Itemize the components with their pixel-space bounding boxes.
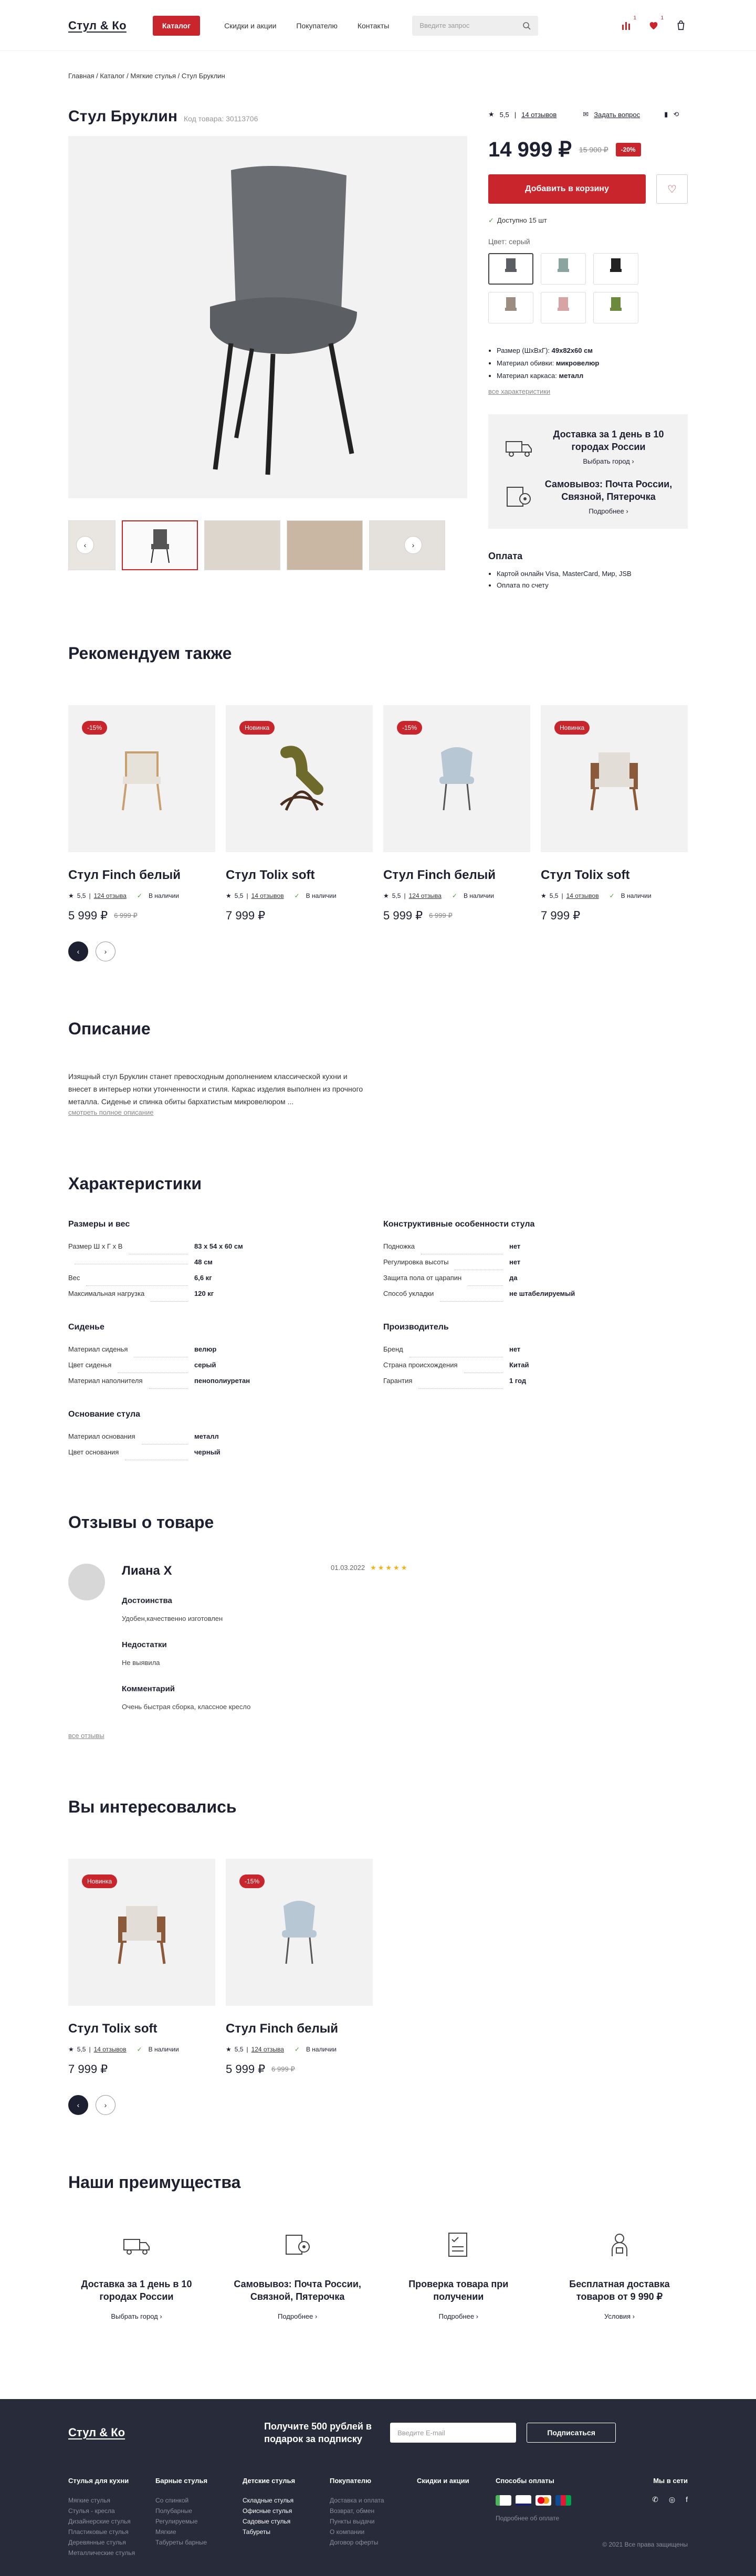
carousel-arrows	[68, 2095, 688, 2115]
main-content	[68, 51, 688, 2320]
char-group	[68, 1220, 331, 1302]
main-nav	[224, 22, 389, 30]
footer-link[interactable]: Складные стулья	[243, 2497, 294, 2504]
reviews-section	[68, 1513, 688, 1740]
payment-item: • Картой онлайн Visa, MasterCard, Мир, JSB	[497, 568, 688, 580]
card-price: 5 999 ₽ 6 999 ₽	[226, 2062, 295, 2076]
star-icon: ★	[383, 892, 389, 899]
card-reviews-link[interactable]: 124 отзыва	[408, 892, 442, 899]
footer-top	[68, 2420, 688, 2445]
viewed-title: Вы интересовались	[68, 1797, 237, 1816]
advantage-link[interactable]: Подробнее ›	[277, 2312, 318, 2320]
footer-col	[68, 2477, 155, 2558]
product-card[interactable]	[541, 705, 688, 923]
catalog-button[interactable]: Каталог	[153, 16, 200, 36]
card-badge: Новинка	[239, 721, 275, 735]
carousel-next-button[interactable]	[96, 941, 116, 961]
payment-icons	[496, 2495, 583, 2506]
review-cons: Не выявила	[122, 1659, 160, 1667]
check-icon: ✓	[136, 892, 142, 899]
pickup-more-link[interactable]: Подробнее ›	[589, 507, 628, 515]
spec-item: • Материал обивки: микровелюр	[497, 357, 688, 370]
chair-image	[158, 154, 378, 480]
delivery-title: Доставка за 1 день в 10 городах России	[553, 429, 664, 452]
characteristics-columns	[68, 1220, 688, 1481]
color-label: Цвет: серый	[488, 237, 530, 246]
footer-columns	[68, 2477, 688, 2558]
heart-icon[interactable]	[648, 15, 664, 32]
footer-link[interactable]: Пластиковые стулья	[68, 2528, 129, 2536]
mir-icon	[496, 2495, 511, 2506]
card-badge: -15%	[239, 1875, 265, 1888]
char-group	[383, 1323, 646, 1389]
footer-link[interactable]: Пункты выдачи	[330, 2518, 375, 2525]
divider: |	[514, 110, 517, 119]
check-icon: ✓	[294, 2046, 300, 2053]
logo[interactable]: Стул & Ко	[68, 18, 127, 32]
heart-outline-icon: ♡	[667, 183, 677, 195]
compare-icon[interactable]: ▮	[664, 110, 668, 118]
char-row: Защита пола от царапин да	[383, 1270, 646, 1286]
card-price: 7 999 ₽	[226, 909, 266, 922]
advantage-title: Доставка за 1 день в 10 городах России	[81, 2279, 192, 2302]
card-meta: ★ 5,5 | 124 отзыва ✓ В наличии	[383, 892, 494, 899]
search-icon[interactable]	[522, 22, 531, 30]
site-header	[0, 0, 756, 51]
recommend-section	[68, 644, 688, 961]
instagram-icon[interactable]: ◎	[668, 2495, 676, 2504]
check-icon: ✓	[488, 216, 494, 224]
choose-city-link[interactable]: Выбрать город ›	[583, 457, 634, 465]
current-price: 14 999 ₽	[488, 138, 572, 161]
chevron-left-icon: ‹	[77, 947, 80, 956]
review-item	[68, 1564, 436, 1711]
card-price: 5 999 ₽ 6 999 ₽	[383, 909, 453, 922]
jcb-icon	[555, 2495, 571, 2506]
pickup-map-icon	[503, 481, 534, 512]
advantage-item	[551, 2229, 688, 2320]
delivery-box	[488, 414, 688, 529]
char-row: Цвет сиденья серый	[68, 1357, 331, 1373]
description-section	[68, 1019, 688, 1116]
carousel-next-button[interactable]	[96, 2095, 116, 2115]
card-image[interactable]	[226, 1859, 373, 2006]
characteristics-section	[68, 1174, 688, 1481]
short-specs	[488, 344, 688, 382]
card-reviews-link[interactable]: 124 отзыва	[93, 892, 127, 899]
card-title[interactable]: Стул Finch белый	[68, 868, 181, 882]
mastercard-icon	[536, 2495, 551, 2506]
carousel-prev-button[interactable]	[68, 941, 88, 961]
char-row: Материал наполнителя пенополиуретан	[68, 1373, 331, 1389]
product-card[interactable]	[226, 1859, 373, 2076]
footer-link[interactable]: Деревянные стулья	[68, 2539, 126, 2546]
share-icon[interactable]: ⟲	[673, 110, 679, 118]
star-icon: ★	[488, 110, 495, 118]
header-icons	[621, 15, 688, 32]
footer-link[interactable]: Офисные стулья	[243, 2507, 292, 2515]
product-info	[488, 108, 688, 591]
rating-value: 5,5	[499, 110, 509, 119]
color-swatch-beige[interactable]	[488, 292, 533, 323]
char-row: Размер Ш х Г х В 83 х 54 х 60 см	[68, 1239, 331, 1254]
old-price: 15 900 ₽	[579, 145, 608, 154]
rating-row	[488, 110, 688, 119]
color-swatch-green[interactable]	[593, 292, 638, 323]
carousel-prev-button[interactable]	[68, 2095, 88, 2115]
nav-item-customer[interactable]: Покупателю	[296, 21, 338, 30]
card-image[interactable]	[226, 705, 373, 852]
check-icon: ✓	[136, 2046, 142, 2053]
check-icon: ✓	[609, 892, 615, 899]
char-group-title: Производитель	[383, 1323, 449, 1332]
footer-col	[496, 2477, 583, 2558]
advantage-link[interactable]: Условия ›	[604, 2312, 635, 2320]
card-title[interactable]: Стул Tolix soft	[541, 868, 630, 882]
char-row: Вес 6,6 кг	[68, 1270, 331, 1286]
card-reviews-link[interactable]: 124 отзыва	[251, 2046, 284, 2053]
advantages-title: Наши преимущества	[68, 2173, 241, 2192]
card-image[interactable]	[68, 1859, 215, 2006]
advantages-section	[68, 2173, 688, 2320]
review-pros-heading: Достоинства	[122, 1596, 172, 1605]
char-group	[68, 1410, 331, 1460]
footer-col-title[interactable]: Скидки и акции	[417, 2477, 469, 2485]
char-row: Максимальная нагрузка 120 кг	[68, 1286, 331, 1302]
card-title[interactable]: Стул Finch белый	[226, 2022, 338, 2036]
pickup-map-icon	[282, 2229, 313, 2260]
viewed-section	[68, 1797, 688, 2115]
footer-link[interactable]: Договор оферты	[330, 2539, 379, 2546]
check-icon: ✓	[452, 892, 457, 899]
thumbnail[interactable]	[287, 520, 363, 570]
star-icon: ★	[226, 2046, 232, 2053]
discount-badge: -20%	[616, 143, 641, 156]
star-icon: ★	[541, 892, 547, 899]
thumbnail[interactable]	[204, 520, 280, 570]
advantage-link[interactable]: Подробнее ›	[438, 2312, 478, 2320]
site-footer	[0, 2399, 756, 2576]
fav-count: 1	[660, 15, 664, 21]
page-title: Стул Бруклин Код товара: 30113706	[68, 108, 258, 125]
char-group	[68, 1323, 331, 1389]
card-badge: Новинка	[554, 721, 590, 735]
review-date-row	[331, 1564, 408, 1572]
footer-link[interactable]: Металлические стулья	[68, 2549, 135, 2557]
char-group	[383, 1220, 646, 1302]
card-image[interactable]	[383, 705, 530, 852]
review-comment-heading: Комментарий	[122, 1684, 175, 1693]
add-to-favorites-button[interactable]	[656, 174, 688, 204]
review-cons-heading: Недостатки	[122, 1640, 167, 1649]
card-meta: ★ 5,5 | 14 отзывов ✓ В наличии	[226, 892, 337, 899]
card-title[interactable]: Стул Tolix soft	[68, 2022, 158, 2036]
char-group-title: Конструктивные особенности стула	[383, 1220, 535, 1229]
card-reviews-link[interactable]: 14 отзывов	[93, 2046, 127, 2053]
copyright: © 2021 Все права защищены	[602, 2541, 688, 2548]
product-gallery	[68, 108, 467, 570]
spec-item: • Материал каркаса: металл	[497, 370, 688, 382]
footer-link[interactable]: Табуреты барные	[155, 2539, 207, 2546]
subscribe-text: Получите 500 рублей в подарок за подписку	[264, 2421, 372, 2444]
card-image[interactable]	[541, 705, 688, 852]
availability: ✓ Доступно 15 шт	[488, 216, 547, 224]
card-old-price: 6 999 ₽	[429, 912, 453, 919]
full-description-link[interactable]: смотреть полное описание	[68, 1108, 154, 1116]
visa-icon	[516, 2495, 531, 2506]
char-group-title: Основание стула	[68, 1410, 141, 1419]
review-date: 01.03.2022	[331, 1564, 365, 1572]
chevron-right-icon: ›	[104, 947, 107, 956]
footer-link[interactable]: Доставка и оплата	[330, 2497, 384, 2504]
carousel-arrows	[68, 941, 688, 961]
card-image[interactable]	[68, 705, 215, 852]
product-code: Код товара: 30113706	[183, 114, 258, 123]
char-row: Материал основания металл	[68, 1429, 331, 1444]
advantage-item	[390, 2229, 527, 2320]
thumbnail-active[interactable]	[122, 520, 198, 570]
facebook-icon[interactable]: f	[686, 2495, 688, 2504]
chevron-left-icon: ‹	[83, 541, 87, 549]
color-swatch-black[interactable]	[593, 253, 638, 285]
card-badge: Новинка	[82, 1875, 117, 1888]
footer-link[interactable]: Мягкие	[155, 2528, 176, 2536]
spec-item: • Размер (ШхВхГ): 49х82х60 см	[497, 344, 688, 357]
all-reviews-link[interactable]: все отзывы	[68, 1732, 104, 1740]
reviewer-name: Лиана Х	[122, 1564, 172, 1578]
cart-row	[488, 174, 688, 204]
product-section	[68, 108, 688, 591]
checklist-icon	[443, 2229, 474, 2260]
card-old-price: 6 999 ₽	[114, 912, 138, 919]
char-row: Гарантия 1 год	[383, 1373, 646, 1389]
card-price: 7 999 ₽	[541, 909, 581, 922]
delivery-row	[503, 428, 673, 465]
review-pros: Удобен,качественно изготовлен	[122, 1615, 223, 1622]
gallery-prev-button[interactable]	[76, 536, 94, 554]
payment-block	[488, 551, 688, 591]
color-swatch-gray[interactable]	[488, 253, 533, 285]
courier-icon	[604, 2229, 635, 2260]
characteristics-title: Характеристики	[68, 1174, 202, 1193]
card-meta: ★ 5,5 | 14 отзывов ✓ В наличии	[68, 2046, 179, 2053]
main-product-image[interactable]	[68, 136, 467, 498]
footer-link[interactable]: Дизайнерские стулья	[68, 2518, 131, 2525]
char-row: Регулировка высоты нет	[383, 1254, 646, 1270]
reviews-link[interactable]: 14 отзывов	[521, 110, 557, 119]
char-group-title: Размеры и вес	[68, 1220, 130, 1229]
footer-col	[417, 2477, 496, 2558]
footer-link[interactable]: О компании	[330, 2528, 365, 2536]
footer-link[interactable]: Стулья - кресла	[68, 2507, 115, 2515]
char-row: Подножка нет	[383, 1239, 646, 1254]
product-card[interactable]	[68, 705, 215, 923]
footer-col-title: Способы оплаты	[496, 2477, 554, 2485]
footer-col	[330, 2477, 417, 2558]
nav-item-contacts[interactable]: Контакты	[357, 21, 390, 30]
color-swatch-pink[interactable]	[541, 292, 586, 323]
product-card[interactable]	[383, 705, 530, 923]
email-field[interactable]: Введите E-mail	[390, 2423, 516, 2443]
description-text: Изящный стул Бруклин станет превосходным дополнением классической кухни и внесет в интерьер нотки утонченности и стиля. Каркас изделия выполнен из прочного металла. Сиденье и спинка обиты бархатистым микровелюром ...	[68, 1072, 363, 1106]
product-card[interactable]	[226, 705, 373, 923]
card-old-price: 6 999 ₽	[271, 2065, 295, 2073]
description-title: Описание	[68, 1019, 151, 1038]
subscribe-button[interactable]: Подписаться	[527, 2423, 616, 2443]
cart-icon[interactable]	[675, 19, 688, 32]
card-reviews-link[interactable]: 14 отзывов	[566, 892, 599, 899]
star-icon: ★	[226, 892, 232, 899]
social-title: Мы в сети	[653, 2477, 688, 2485]
thumbnail-strip	[68, 520, 467, 570]
ask-question-link[interactable]: Задать вопрос	[594, 110, 640, 119]
advantage-title: Бесплатная доставка товаров от 9 990 ₽	[569, 2279, 670, 2302]
whatsapp-icon[interactable]: ✆	[652, 2495, 658, 2504]
color-swatches	[488, 253, 688, 323]
char-row: Бренд нет	[383, 1342, 646, 1357]
card-meta: ★ 5,5 | 14 отзывов ✓ В наличии	[541, 892, 652, 899]
char-row: 48 см	[68, 1254, 331, 1270]
color-swatch-teal[interactable]	[541, 253, 586, 285]
recommend-title: Рекомендуем также	[68, 644, 232, 663]
card-badge: -15%	[397, 721, 422, 735]
footer-link[interactable]: Подробнее об оплате	[496, 2515, 560, 2522]
compare-count: 1	[633, 15, 636, 21]
gallery-next-button[interactable]	[404, 536, 422, 554]
footer-col-title[interactable]: Детские стулья	[243, 2477, 296, 2485]
review-stars: ★★★★★	[370, 1564, 409, 1572]
pickup-title: Самовывоз: Почта России, Связной, Пятерочка	[544, 479, 673, 502]
footer-link[interactable]: Табуреты	[243, 2528, 271, 2536]
char-row: Способ укладки не штабелируемый	[383, 1286, 646, 1302]
card-price: 5 999 ₽ 6 999 ₽	[68, 909, 138, 922]
footer-link[interactable]: Возврат, обмен	[330, 2507, 375, 2515]
chevron-right-icon: ›	[412, 541, 415, 549]
advantage-title: Проверка товара при получении	[408, 2279, 509, 2302]
card-badge: -15%	[82, 721, 107, 735]
advantage-item	[229, 2229, 366, 2320]
footer-col-title[interactable]: Стулья для кухни	[68, 2477, 129, 2485]
compare-icon[interactable]	[621, 15, 636, 32]
payment-item: • Оплата по счету	[497, 580, 688, 591]
card-reviews-link[interactable]: 14 отзывов	[251, 892, 284, 899]
advantages-list	[68, 2229, 688, 2320]
search-placeholder: Введите запрос	[419, 22, 470, 29]
footer-logo[interactable]: Стул & Ко	[68, 2426, 125, 2439]
chevron-right-icon: ›	[104, 2101, 107, 2109]
card-title[interactable]: Стул Finch белый	[383, 868, 496, 882]
truck-icon	[121, 2229, 152, 2260]
search-input[interactable]	[412, 16, 538, 36]
footer-col	[155, 2477, 243, 2558]
footer-col-title[interactable]: Покупателю	[330, 2477, 372, 2485]
footer-link[interactable]: Со спинкой	[155, 2497, 189, 2504]
footer-link[interactable]: Мягкие стулья	[68, 2497, 110, 2504]
footer-link[interactable]: Садовые стулья	[243, 2518, 291, 2525]
truck-icon	[503, 431, 534, 463]
footer-col	[243, 2477, 330, 2558]
card-meta: ★ 5,5 | 124 отзыва ✓ В наличии	[226, 2046, 337, 2053]
all-characteristics-link[interactable]: все характеристики	[488, 388, 551, 395]
reviews-title: Отзывы о товаре	[68, 1513, 214, 1532]
footer-link[interactable]: Полубарные	[155, 2507, 193, 2515]
check-icon: ✓	[294, 892, 300, 899]
card-title[interactable]: Стул Tolix soft	[226, 868, 315, 882]
chevron-left-icon: ‹	[77, 2101, 80, 2109]
payment-title: Оплата	[488, 551, 523, 561]
characteristics-left	[68, 1220, 331, 1481]
payment-list	[488, 568, 688, 591]
footer-col-title[interactable]: Барные стулья	[155, 2477, 208, 2485]
card-meta: ★ 5,5 | 124 отзыва ✓ В наличии	[68, 892, 179, 899]
breadcrumb[interactable]: Главная / Каталог / Мягкие стулья / Стул Бруклин	[68, 72, 225, 80]
recommend-cards	[68, 705, 688, 923]
char-group-title: Сиденье	[68, 1323, 104, 1332]
review-comment: Очень быстрая сборка, классное кресло	[122, 1703, 251, 1711]
char-row: Страна происхождения Китай	[383, 1357, 646, 1373]
add-to-cart-button[interactable]: Добавить в корзину	[488, 174, 646, 204]
advantage-item	[68, 2229, 205, 2320]
characteristics-right	[383, 1220, 646, 1481]
char-row: Материал сиденья велюр	[68, 1342, 331, 1357]
product-card[interactable]	[68, 1859, 215, 2076]
advantage-link[interactable]: Выбрать город ›	[111, 2312, 162, 2320]
price-row	[488, 138, 688, 162]
chat-icon: ✉	[583, 110, 589, 118]
card-price: 7 999 ₽	[68, 2062, 108, 2076]
nav-item-sales[interactable]: Скидки и акции	[224, 21, 277, 30]
pickup-row	[503, 478, 673, 515]
char-row: Цвет основания черный	[68, 1444, 331, 1460]
viewed-cards	[68, 1859, 688, 2076]
advantage-title: Самовывоз: Почта России, Связной, Пятерочка	[234, 2279, 361, 2302]
avatar	[68, 1564, 105, 1600]
footer-link[interactable]: Регулируемые	[155, 2518, 198, 2525]
star-icon: ★	[68, 2046, 74, 2053]
star-icon: ★	[68, 892, 74, 899]
